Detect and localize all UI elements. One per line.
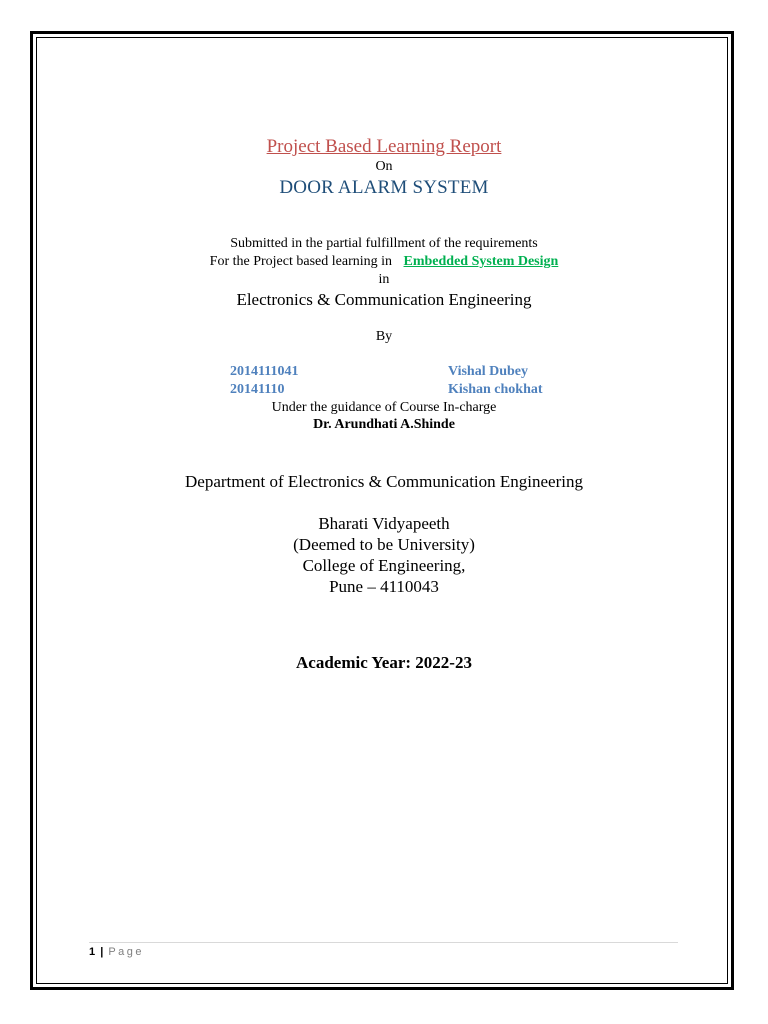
student-name: Vishal Dubey bbox=[448, 364, 529, 379]
on-text: On bbox=[375, 159, 393, 174]
student-name: Kishan chokhat bbox=[448, 382, 543, 397]
department-name: Department of Electronics & Communication Engineering bbox=[185, 472, 583, 491]
page-label: Page bbox=[108, 946, 145, 958]
for-line bbox=[0, 254, 768, 270]
university-status: (Deemed to be University) bbox=[293, 535, 475, 554]
in-text: in bbox=[378, 272, 390, 287]
college-name: College of Engineering, bbox=[302, 556, 466, 575]
footer-separator: | bbox=[100, 946, 104, 958]
college-address: Pune – 4110043 bbox=[329, 577, 439, 596]
subject-name: Embedded System Design bbox=[403, 254, 559, 269]
by-text: By bbox=[375, 329, 393, 344]
for-prefix: For the Project based learning in bbox=[209, 254, 393, 269]
student-id: 2014111041 bbox=[230, 364, 299, 379]
academic-year: Academic Year: 2022-23 bbox=[296, 653, 472, 672]
submitted-line: Submitted in the partial fulfillment of the requirements bbox=[230, 236, 538, 251]
branch-name: Electronics & Communication Engineering bbox=[236, 290, 532, 309]
project-title: DOOR ALARM SYSTEM bbox=[279, 177, 489, 198]
report-title: Project Based Learning Report bbox=[266, 136, 502, 157]
footer-divider bbox=[89, 942, 678, 943]
page-number: 1 bbox=[89, 946, 96, 958]
student-id: 20141110 bbox=[230, 382, 285, 397]
page-footer bbox=[89, 946, 144, 958]
guidance-label: Under the guidance of Course In-charge bbox=[271, 400, 497, 415]
university-name: Bharati Vidyapeeth bbox=[318, 514, 450, 533]
guide-name: Dr. Arundhati A.Shinde bbox=[313, 417, 455, 432]
